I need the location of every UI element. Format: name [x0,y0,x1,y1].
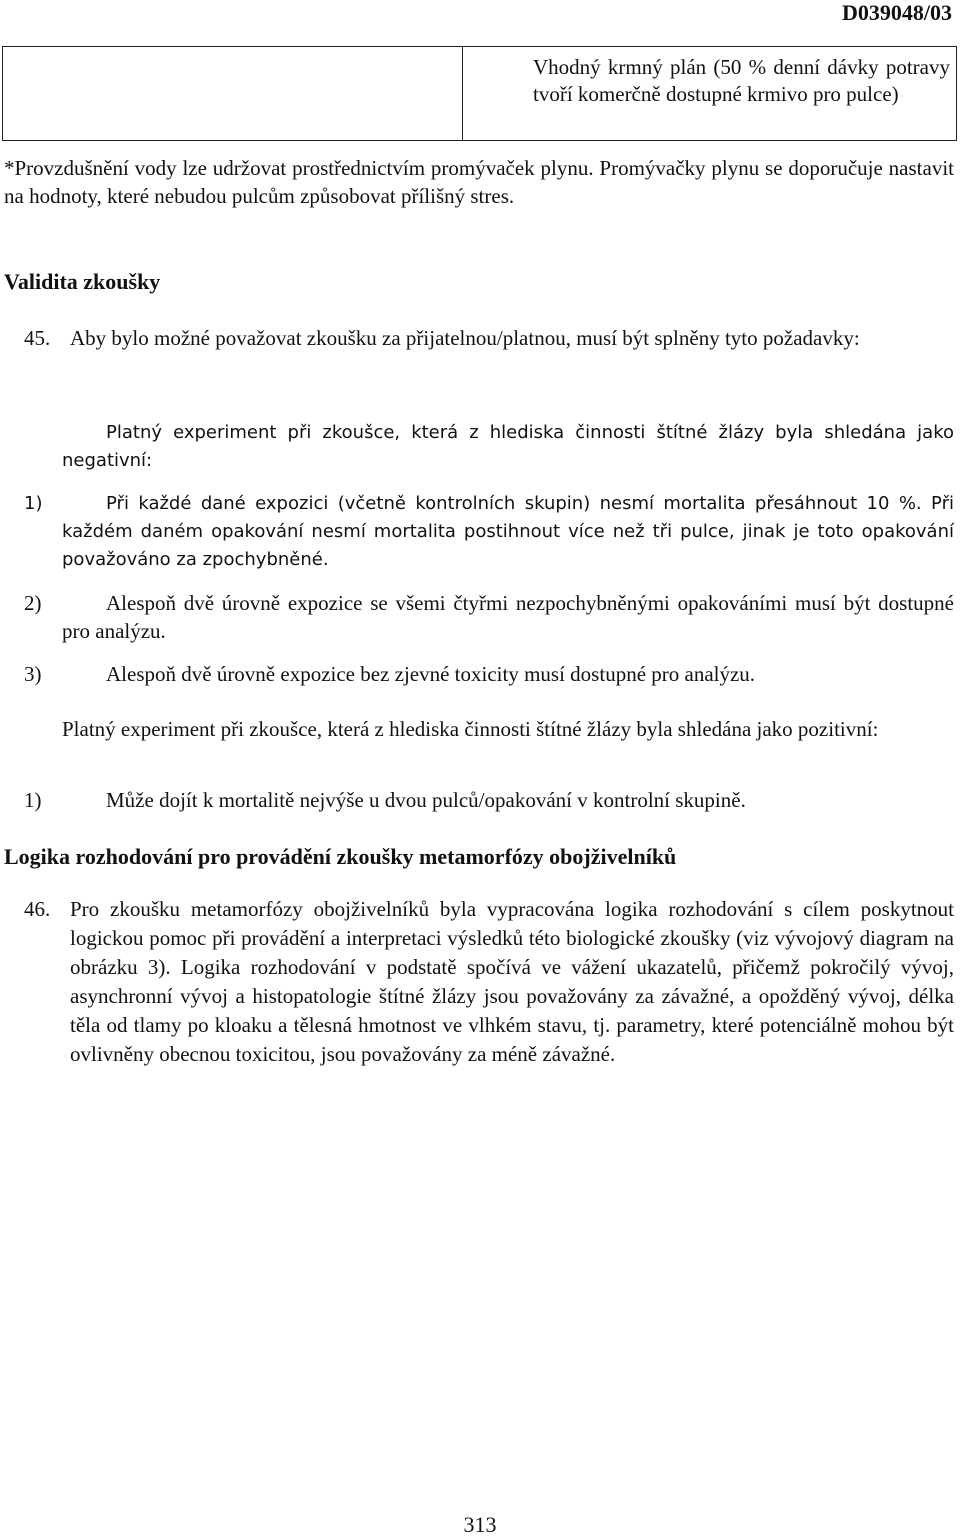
list-text: Alespoň dvě úrovně expozice se všemi čtyřmi nezpochybněnými opakováními musí být dostupné pro analýzu. [62,591,954,643]
list-text: Může dojít k mortalitě nejvýše u dvou pulců/opakování v kontrolní skupině. [106,788,746,812]
negative-criteria-intro: Platný experiment při zkoušce, která z hlediska činnosti štítné žlázy byla shledána jako negativní: [62,422,954,471]
list-item [24,660,954,688]
table-cell-empty [3,47,463,140]
list-number: 2) [24,591,42,615]
paragraph-number: 45. [24,326,51,350]
paragraph-text: Aby bylo možné považovat zkoušku za přijatelnou/platnou, musí být splněny tyto požadavky: [70,326,860,350]
document-id: D039048/03 [842,0,952,25]
table-fragment [2,46,957,141]
list-number: 3) [24,662,42,686]
list-text: Alespoň dvě úrovně expozice bez zjevné toxicity musí dostupné pro analýzu. [106,662,756,686]
paragraph-46 [24,895,954,1069]
aeration-note: *Provzdušnění vody lze udržovat prostřednictvím promývaček plynu. Promývačky plynu se doporučuje nastavit na hodnoty, které nebudou pulcům způsobovat přílišný stres. [4,156,954,208]
heading-test-validity: Validita zkoušky [4,269,161,294]
list-item [24,490,954,574]
table-cell-feeding-plan: Vhodný krmný plán (50 % denní dávky potravy tvoří komerčně dostupné krmivo pro pulce) [533,55,950,106]
paragraph-number: 46. [24,897,51,921]
paragraph-45 [24,324,954,353]
list-text: Při každé dané expozici (včetně kontrolních skupin) nesmí mortalita přesáhnout 10 %. Při každém daném opakování nesmí mortalita postihnout více než tři pulce, jinak je toto opakování považováno za zpochybněné. [62,493,954,570]
list-number: 1) [24,493,43,514]
list-item [24,589,954,645]
page-number: 313 [463,1512,497,1537]
heading-decision-logic: Logika rozhodování pro provádění zkoušky metamorfózy obojživelníků [4,844,677,869]
list-number: 1) [24,788,42,812]
positive-criteria-intro: Platný experiment při zkoušce, která z hlediska činnosti štítné žlázy byla shledána jako pozitivní: [62,717,879,741]
paragraph-text: Pro zkoušku metamorfózy obojživelníků byla vypracována logika rozhodování s cílem poskytnout logickou pomoc při provádění a interpretaci výsledků této biologické zkoušky (viz vývojový diagram na obrázku 3). Logika rozhodování v podstatě spočívá ve vážení ukazatelů, přičemž pokročilý vývoj, asynchronní vývoj a histopatologie štítné žlázy jsou považovány za závažné, a opožděný vývoj, délka těla od tlamy po kloaku a tělesná hmotnost ve vlhkém stavu, tj. parametry, které potenciálně mohou být ovlivněny obecnou toxicitou, jsou považovány za méně závažné. [70,897,954,1066]
list-item [24,786,954,814]
